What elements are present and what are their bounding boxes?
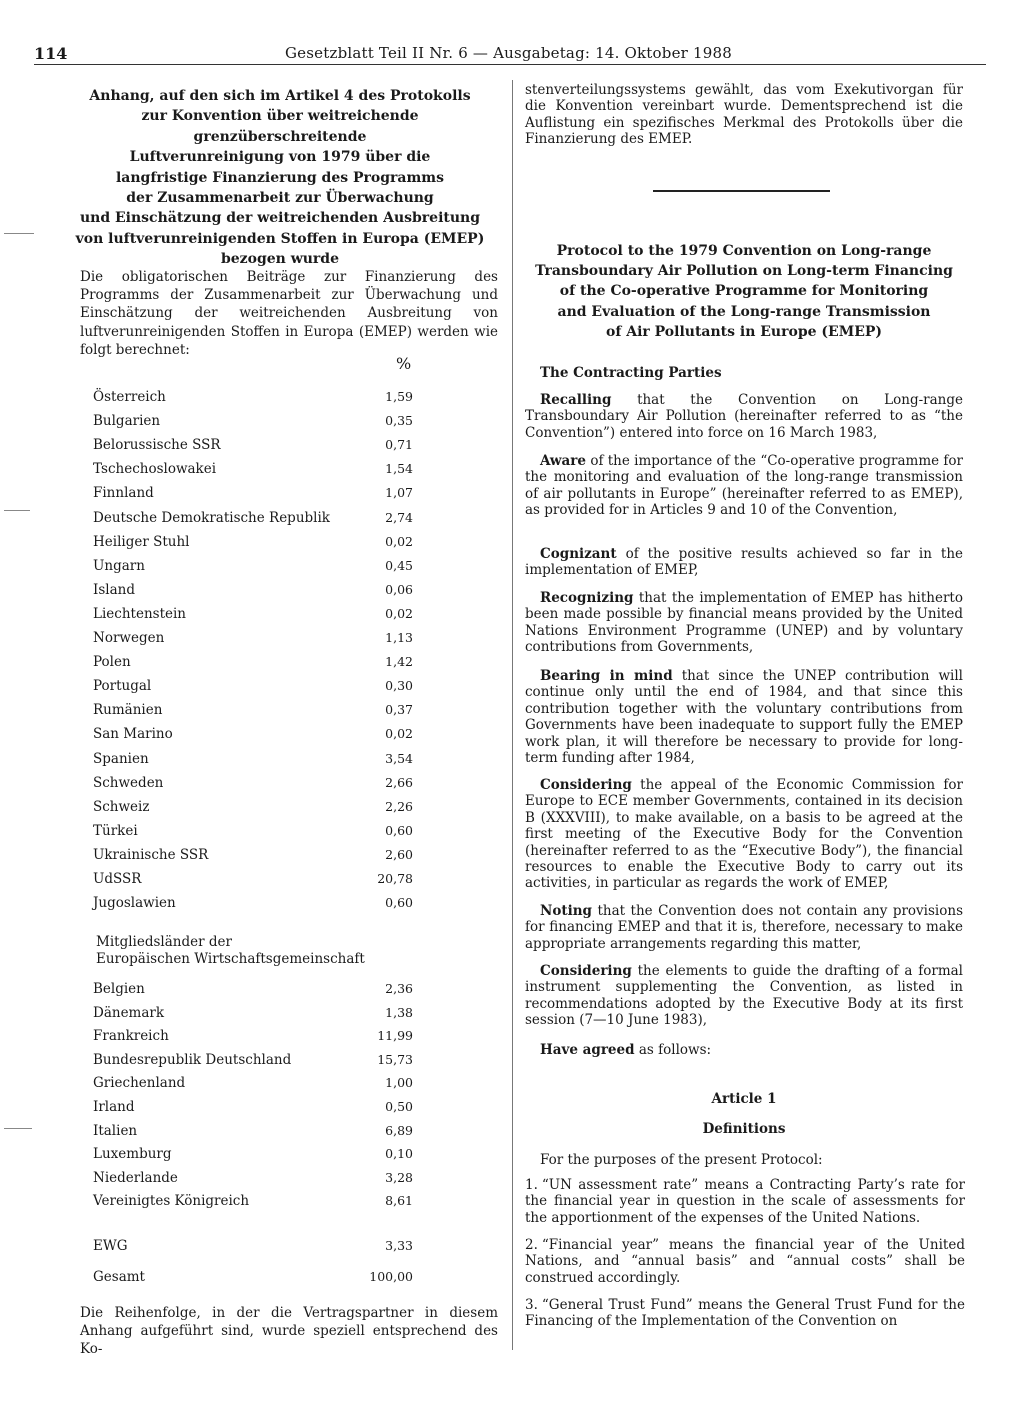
eec-heading-line: Europäischen Wirtschaftsgemeinschaft <box>96 951 365 967</box>
preamble-keyword: Recalling <box>540 392 612 408</box>
country-row-value: 2,74 <box>385 509 413 525</box>
protocol-title-line: Protocol to the 1979 Convention on Long-range <box>556 243 932 259</box>
eec-country-row-value: 3,28 <box>385 1169 413 1185</box>
country-row-name: Spanien <box>93 750 149 767</box>
eec-country-row-value: 0,50 <box>385 1099 413 1114</box>
country-row-name: Liechtenstein <box>93 605 186 622</box>
scan-margin-mark <box>4 233 34 234</box>
eec-country-row-name: Niederlande <box>93 1169 178 1186</box>
definitions-intro: For the purposes of the present Protocol: <box>540 1152 823 1168</box>
country-row-value: 0,45 <box>385 557 413 573</box>
annex-heading-line: Anhang, auf den sich im Artikel 4 des Protokolls <box>89 88 471 104</box>
gazette-header-title: Gesetzblatt Teil II Nr. 6 — Ausgabetag: 14. Oktober 1988 <box>285 44 732 62</box>
country-row-name: Ungarn <box>93 557 145 574</box>
preamble-keyword: Considering <box>540 963 632 979</box>
eec-country-row-name: Vereinigtes Königreich <box>93 1193 250 1210</box>
eec-heading-line: Mitgliedsländer der <box>96 934 232 950</box>
eec-country-row-value: 0,10 <box>385 1146 413 1162</box>
definition-text: “Financial year” means the financial year of the United Nations, and “annual basis” and “annual costs” shall be construed accordingly. <box>525 1237 965 1286</box>
total-label: Gesamt <box>93 1269 145 1285</box>
annex-intro-paragraph: Die obligatorischen Beiträge zur Finanzierung des Programms der Zusammenarbeit zur Überwachung und Einschätzung der weitreichenden Ausbreitung von luftverunreinigenden Stoffen in Europa (EMEP) werden wie folgt berechnet: <box>80 269 498 358</box>
preamble-keyword: Considering <box>540 777 632 793</box>
eec-country-row-value: 11,99 <box>377 1028 413 1044</box>
definition-text: “UN assessment rate” means a Contracting Party’s rate for the financial year in question in the scale of assessments for the apportionment of the expenses of the United Nations. <box>525 1177 965 1226</box>
protocol-title-line: of the Co-operative Programme for Monitoring <box>559 283 929 300</box>
preamble-paragraph <box>525 546 963 579</box>
country-row-value: 0,60 <box>385 822 413 838</box>
country-row-value: 1,07 <box>385 485 413 501</box>
preamble-keyword: Have agreed <box>540 1042 635 1058</box>
country-row-value: 0,30 <box>385 678 413 694</box>
preamble-keyword: Noting <box>540 903 592 919</box>
preamble-keyword: Bearing in mind <box>540 668 673 684</box>
eec-country-row-name: Italien <box>93 1122 138 1139</box>
eec-country-row-value: 1,00 <box>385 1075 413 1091</box>
country-row-name: Finnland <box>93 485 154 502</box>
country-row-value: 0,06 <box>385 581 413 597</box>
column-divider <box>512 80 513 1350</box>
country-row-value: 0,35 <box>385 413 413 429</box>
country-row-value: 0,02 <box>385 605 413 621</box>
country-row-name: Bulgarien <box>93 413 161 430</box>
definition-item <box>525 1297 965 1330</box>
country-row-value: 0,37 <box>385 702 413 718</box>
country-row-name: Heiliger Stuhl <box>93 533 190 550</box>
eec-country-row-value: 6,89 <box>385 1122 413 1138</box>
percent-column-header: % <box>396 354 412 373</box>
preamble-paragraph <box>525 903 963 952</box>
annex-heading-line: bezogen wurde <box>220 251 340 268</box>
eec-country-row-name: Irland <box>93 1099 135 1115</box>
eec-country-row-name: Belgien <box>93 981 145 997</box>
preamble-text: of the positive results achieved so far in the implementation of EMEP, <box>525 546 964 579</box>
preamble-text: the elements to guide the drafting of a formal instrument supplementing the Convention, as listed in recommendations adopted by the Executive Body at its first session (7—10 June 1983), <box>525 963 963 1029</box>
protocol-title-line: and Evaluation of the Long-range Transmission <box>557 303 931 320</box>
preamble-paragraph <box>525 453 963 519</box>
preamble-paragraph <box>525 777 963 892</box>
eec-country-row-value: 2,36 <box>385 981 413 996</box>
country-row-name: Norwegen <box>93 630 165 646</box>
preamble-keyword: Recognizing <box>540 590 634 606</box>
country-row-value: 1,54 <box>385 461 413 477</box>
annex-heading-line: Luftverunreinigung von 1979 über die <box>129 149 431 166</box>
annex-heading-line: und Einschätzung der weitreichenden Ausbreitung <box>79 210 481 227</box>
preamble-text: that the Convention on Long-range Transboundary Air Pollution (hereinafter referred to as “the Convention”) entered into force on 16 March 1983, <box>525 392 963 441</box>
annex-heading <box>60 86 500 270</box>
country-row-value: 1,13 <box>385 630 413 645</box>
definition-number: 3. <box>525 1297 538 1313</box>
contracting-parties-heading: The Contracting Parties <box>540 365 722 381</box>
country-row-name: Ukrainische SSR <box>93 846 209 863</box>
ewg-value: 3,33 <box>385 1238 413 1253</box>
country-row-name: UdSSR <box>93 871 142 887</box>
country-row-name: Schweiz <box>93 798 150 815</box>
definition-text: “General Trust Fund” means the General Trust Fund for the Financing of the Implementation of the Convention on <box>525 1297 965 1330</box>
definition-item <box>525 1177 965 1226</box>
country-row-name: Island <box>93 581 135 598</box>
definition-number: 2. <box>525 1237 538 1253</box>
ewg-label: EWG <box>93 1238 128 1254</box>
eec-country-row-value: 1,38 <box>385 1004 413 1020</box>
country-row-value: 1,59 <box>385 389 413 404</box>
preamble-paragraph <box>525 668 963 766</box>
preamble-text: of the importance of the “Co-operative programme for the monitoring and evaluation of the long-range transmission of air pollutants in Europe” (hereinafter referred to as EMEP), as provided for in Articles 9 and 10 of the Convention, <box>525 453 963 519</box>
definition-item <box>525 1237 965 1286</box>
preamble-text: that the Convention does not contain any provisions for financing EMEP and that it is, therefore, necessary to make appropriate arrangements regarding this matter, <box>525 903 963 952</box>
country-row-name: Schweden <box>93 774 164 791</box>
eec-members-heading <box>96 934 416 968</box>
country-row-name: Tschechoslowakei <box>93 461 217 478</box>
preamble-paragraph <box>525 392 963 441</box>
scan-margin-mark <box>4 1128 32 1129</box>
country-row-value: 0,02 <box>385 533 413 549</box>
protocol-title <box>520 241 968 342</box>
country-row-value: 1,42 <box>385 654 413 670</box>
country-row-name: Jugoslawien <box>93 895 176 912</box>
country-row-value: 0,60 <box>385 895 413 911</box>
country-row-name: Rumänien <box>93 702 163 719</box>
preamble-paragraph <box>525 590 963 656</box>
header-rule <box>34 64 986 65</box>
country-row-name: Portugal <box>93 678 152 695</box>
eec-country-row-value: 15,73 <box>377 1051 413 1067</box>
country-row-name: Polen <box>93 654 131 671</box>
continuation-paragraph: stenverteilungssystems gewählt, das vom Exekutivorgan für die Konvention vereinbart wurde. Dementsprechend ist die Auflistung ein spezifisches Merkmal des Protokolls über die Finanzierung des EMEP. <box>525 82 963 148</box>
annex-heading-line: der Zusammenarbeit zur Überwachung <box>126 190 434 207</box>
country-row-value: 20,78 <box>377 871 413 886</box>
preamble-text: as follows: <box>638 1042 712 1058</box>
preamble-text: that the implementation of EMEP has hitherto been made possible by financial means provided by the United Nations Environment Programme (UNEP) and by voluntary contributions from Governments, <box>525 590 963 656</box>
preamble-keyword: Cognizant <box>540 546 617 562</box>
scan-margin-mark <box>4 510 30 511</box>
article-number: Article 1 <box>711 1091 777 1107</box>
definition-number: 1. <box>525 1177 538 1193</box>
total-value: 100,00 <box>369 1269 413 1284</box>
country-row-value: 2,26 <box>385 798 413 814</box>
eec-country-row-value: 8,61 <box>385 1193 413 1209</box>
eec-country-row-name: Griechenland <box>93 1075 186 1092</box>
section-separator-rule <box>653 190 830 192</box>
annex-closing-paragraph: Die Reihenfolge, in der die Vertragspartner in diesem Anhang aufgeführt sind, wurde speziell entsprechend des Ko- <box>80 1305 498 1357</box>
preamble-paragraph <box>525 963 963 1029</box>
annex-heading-line: langfristige Finanzierung des Programms <box>115 169 444 186</box>
country-row-name: Türkei <box>93 822 138 839</box>
country-row-value: 2,60 <box>385 846 413 862</box>
preamble-text: the appeal of the Economic Commission for Europe to ECE member Governments, contained in its decision B (XXXVIII), to make available, on a basis to be agreed at the first meeting of the Executive Body for the Convention (hereinafter referred to as the “Executive Body”), the financial resources to enable the Executive Body to carry out its activities, in particular as regards the work of EMEP, <box>525 777 963 892</box>
eec-country-row-name: Bundesrepublik Deutschland <box>93 1051 292 1068</box>
annex-heading-line: zur Konvention über weitreichende grenzüberschreitende <box>141 108 419 145</box>
country-row-value: 0,71 <box>385 437 413 453</box>
country-row-value: 0,02 <box>385 726 413 742</box>
country-row-value: 2,66 <box>385 774 413 790</box>
annex-heading-line: von luftverunreinigenden Stoffen in Europa (EMEP) <box>75 230 485 247</box>
eec-country-row-name: Luxemburg <box>93 1146 172 1163</box>
eec-country-row-name: Dänemark <box>93 1004 165 1021</box>
country-row-name: San Marino <box>93 726 173 743</box>
preamble-keyword: Aware <box>540 453 586 469</box>
protocol-title-line: of Air Pollutants in Europe (EMEP) <box>605 323 883 340</box>
protocol-title-line: Transboundary Air Pollution on Long-term Financing <box>535 263 953 280</box>
article-title: Definitions <box>702 1121 786 1137</box>
country-row-name: Belorussische SSR <box>93 437 221 454</box>
preamble-paragraph <box>525 1042 963 1058</box>
country-row-name: Deutsche Demokratische Republik <box>93 509 330 526</box>
eec-country-row-name: Frankreich <box>93 1028 169 1045</box>
country-row-name: Österreich <box>93 389 166 405</box>
page-number: 114 <box>34 44 68 63</box>
country-row-value: 3,54 <box>385 750 413 766</box>
preamble-text: that since the UNEP contribution will continue only until the end of 1984, and that since this contribution together with the voluntary contributions from Governments have been inadequate to support fully the EMEP work plan, it will therefore be necessary to provide for long-term funding after 1984, <box>525 668 963 767</box>
